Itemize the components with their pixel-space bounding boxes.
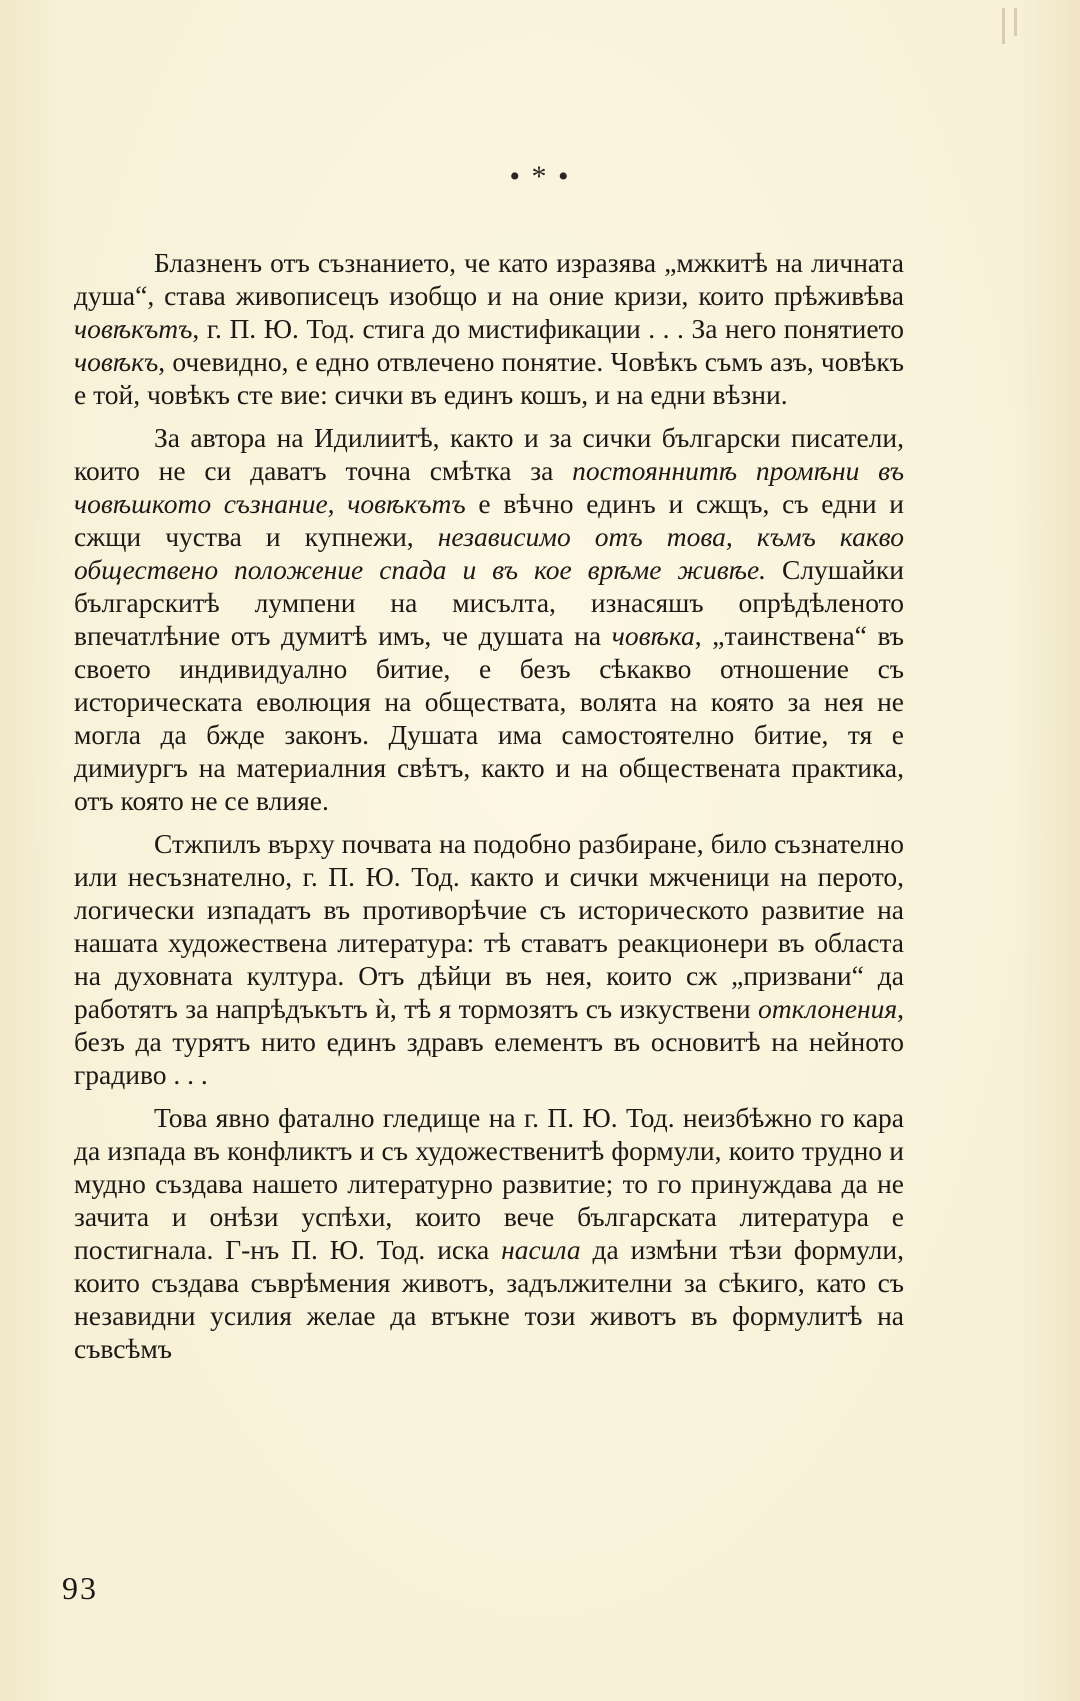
text-run: , г. П. Ю. Тод. стига до мистификации . . . За него понятието — [192, 313, 904, 344]
page-edge-mark — [1014, 8, 1017, 36]
paragraph — [74, 827, 904, 1091]
italic-text: постояннитѣ промѣни въ човѣшкото съзнание, човѣкътъ — [74, 455, 904, 519]
paragraph — [74, 246, 904, 411]
text-run: Блазненъ отъ съзнанието, че като изразява „мжкитѣ на личната душа“, става живописецъ изобщо и на оние кризи, които прѣживѣва — [74, 247, 904, 311]
italic-text: независимо отъ това, къмъ какво обществено положение спада и въ кое врѣме живѣе. — [74, 521, 905, 585]
text-run: За автора на Идилиитѣ, както и за сички български писатели, които не си даватъ точна смѣтка за — [74, 422, 904, 486]
section-ornament: • * • — [509, 160, 571, 193]
page-number: 93 — [62, 1570, 98, 1606]
text-run: е вѣчно единъ и сжщъ, съ едни и сжщи чуства и купнежи, — [74, 488, 904, 552]
italic-text: отклонения — [758, 993, 898, 1024]
text-run: Това явно фатално гледище на г. П. Ю. Тод. неизбѣжно го кара да изпада въ конфликтъ и съ художественитѣ формули, които трудно и мудно създава нашето литературно развитие; то го принуждава да не зачита и онѣзи успѣхи, които вече българската литература е постигнала. Г-нъ П. Ю. Тод. иска — [74, 1102, 904, 1265]
paragraph — [74, 1101, 904, 1365]
text-run: , очевидно, е едно отвлечено понятие. Човѣкъ съмъ азъ, човѣкъ е той, човѣкъ сте вие: сички въ единъ кошъ, и на едни вѣзни. — [74, 346, 904, 410]
text-run: Стжпилъ върху почвата на подобно разбиране, било съзнателно или несъзнателно, г. П. Ю. Тод. както и сички мжченици на перото, логически изпадатъ въ противорѣчие съ историческото развитие на нашата художествена литература: тѣ ставатъ реакционери въ областа на духовната култура. Отъ дѣйци въ нея, които сж „призвани“ да работятъ за напрѣдъкътъ ѝ, тѣ я тормозятъ съ изкуствени — [74, 828, 904, 1024]
text-run: , „таинствена“ въ своето индивидуално битие, е безъ сѣкакво отношение съ историческата еволюция на обществата, волята на която за нея не могла да бжде законъ. Душата има самостоятелно битие, тя е димиургъ на материалния свѣтъ, както и на обществената практика, отъ която не се влияе. — [74, 620, 904, 816]
text-run: Слушайки българскитѣ лумпени на мисълта, изнасяшъ опрѣдѣленото впечатлѣние отъ думитѣ имъ, че душата на — [74, 554, 904, 651]
paragraph — [74, 421, 904, 817]
body-text — [74, 246, 904, 1375]
italic-text: човѣкътъ — [74, 313, 193, 344]
italic-text: човѣкъ — [74, 346, 159, 377]
page-edge-mark — [1002, 8, 1005, 44]
text-run: , безъ да турятъ нито единъ здравъ елементъ въ основитѣ на нейното градиво . . . — [74, 993, 904, 1090]
text-run: да измѣни тѣзи формули, които създава съврѣмения животъ, задължителни за сѣкиго, като съ незавидни усилия желае да втъкне този животъ въ формулитѣ на съвсѣмъ — [74, 1234, 904, 1364]
italic-text: насила — [501, 1234, 581, 1265]
italic-text: човѣка — [611, 620, 695, 651]
